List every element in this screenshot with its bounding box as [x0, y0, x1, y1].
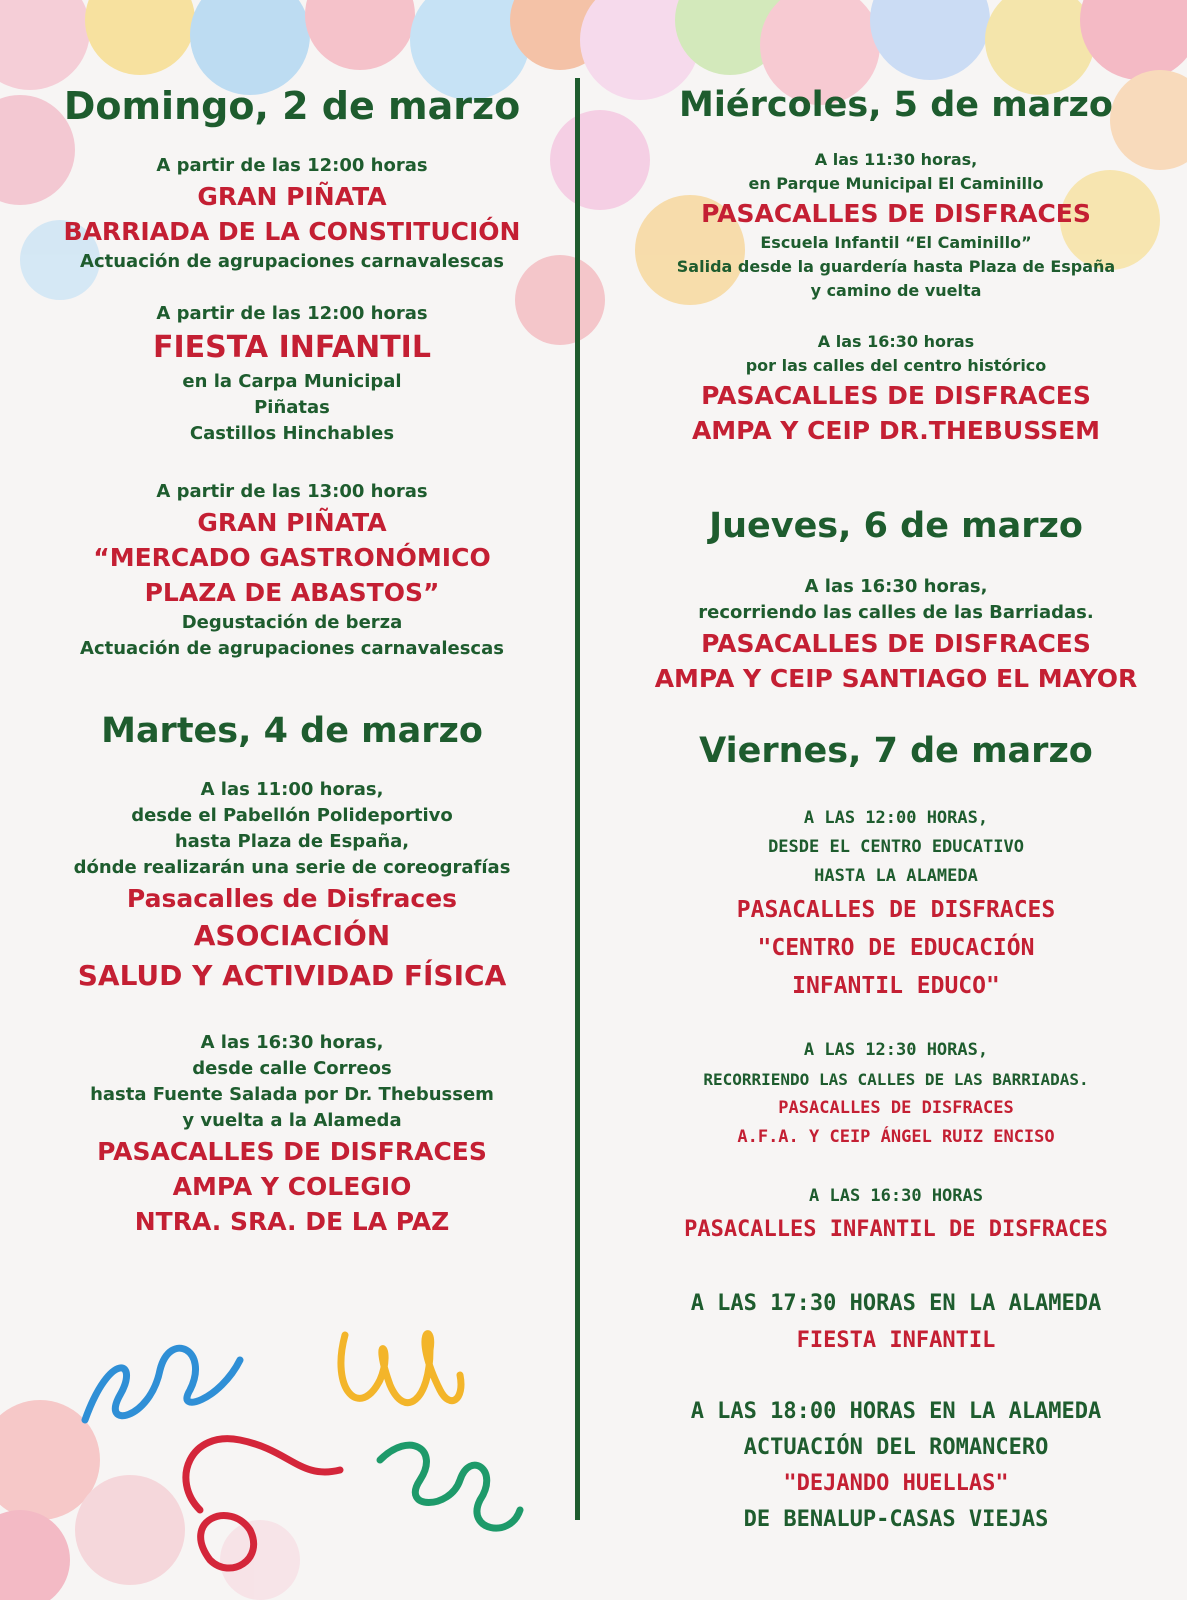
event-line: ACTUACIÓN DEL ROMANCERO [743, 1435, 1049, 1460]
event-name: PASACALLES INFANTIL DE DISFRACES [684, 1217, 1108, 1242]
event-name: PASACALLES DE DISFRACES [701, 629, 1091, 658]
day-viernes [615, 730, 1177, 772]
event-line: A las 11:00 horas, [200, 779, 384, 800]
event-name: FIESTA INFANTIL [153, 330, 431, 365]
event-block [615, 148, 1177, 303]
event-name: BARRIADA DE LA CONSTITUCIÓN [63, 217, 521, 246]
event-block [615, 804, 1177, 1005]
event-block [615, 330, 1177, 448]
event-block [615, 574, 1177, 696]
event-line: desde el Pabellón Polideportivo [131, 805, 453, 826]
event-detail: Actuación de agrupaciones carnavalescas [80, 251, 504, 272]
event-line: y vuelta a la Alameda [182, 1110, 402, 1131]
event-detail: Escuela Infantil “El Caminillo” [760, 233, 1032, 252]
event-line: dónde realizarán una serie de coreografías [73, 857, 511, 878]
event-line: DESDE EL CENTRO EDUCATIVO [768, 837, 1024, 857]
event-time: A partir de las 12:00 horas [156, 155, 428, 176]
day-domingo [18, 84, 566, 128]
event-name: NTRA. SRA. DE LA PAZ [134, 1207, 450, 1236]
event-line: HASTA LA ALAMEDA [814, 866, 978, 886]
event-block [18, 1030, 566, 1239]
event-line: en Parque Municipal El Caminillo [748, 174, 1044, 193]
event-line: desde calle Correos [192, 1058, 392, 1079]
event-name: PASACALLES DE DISFRACES [736, 897, 1056, 923]
event-block [18, 479, 566, 662]
event-name: GRAN PIÑATA [197, 508, 387, 537]
event-name: FIESTA INFANTIL [796, 1328, 996, 1353]
event-name: GRAN PIÑATA [197, 182, 387, 211]
event-name: PASACALLES DE DISFRACES [701, 381, 1091, 410]
event-block [18, 153, 566, 275]
event-block [18, 777, 566, 996]
day-title: Domingo, 2 de marzo [63, 84, 521, 128]
event-name: Pasacalles de Disfraces [126, 884, 458, 913]
event-block [615, 1394, 1177, 1538]
event-line: A las 16:30 horas, [200, 1032, 384, 1053]
event-line: A LAS 12:00 HORAS, [803, 808, 989, 828]
event-detail: Castillos Hinchables [189, 423, 395, 444]
event-name: A.F.A. Y CEIP ÁNGEL RUIZ ENCISO [737, 1127, 1055, 1147]
event-line: A LAS 16:30 HORAS [809, 1186, 983, 1206]
day-title: Jueves, 6 de marzo [709, 506, 1083, 546]
event-name: "DEJANDO HUELLAS" [783, 1471, 1009, 1496]
event-line: DE BENALUP-CASAS VIEJAS [743, 1507, 1049, 1532]
day-title: Martes, 4 de marzo [101, 711, 483, 751]
event-line: RECORRIENDO LAS CALLES DE LAS BARRIADAS. [703, 1070, 1089, 1089]
event-line: recorriendo las calles de las Barriadas. [698, 602, 1094, 623]
event-name: PASACALLES DE DISFRACES [97, 1137, 487, 1166]
event-line: hasta Plaza de España, [174, 831, 410, 852]
event-block [615, 1036, 1177, 1152]
event-name: AMPA Y CEIP SANTIAGO EL MAYOR [654, 664, 1138, 693]
event-line: A LAS 17:30 HORAS EN LA ALAMEDA [690, 1291, 1102, 1316]
event-detail: Degustación de berza [181, 612, 403, 633]
event-line: A las 16:30 horas [817, 332, 975, 351]
event-name: “MERCADO GASTRONÓMICO [93, 543, 491, 572]
event-line: A LAS 18:00 HORAS EN LA ALAMEDA [690, 1399, 1102, 1424]
event-name: ASOCIACIÓN [193, 919, 391, 952]
event-name: INFANTIL EDUCO" [792, 973, 1000, 999]
event-line: hasta Fuente Salada por Dr. Thebussem [90, 1084, 494, 1105]
event-block [615, 1285, 1177, 1359]
day-martes [18, 710, 566, 752]
event-detail: Salida desde la guardería hasta Plaza de España [676, 257, 1116, 276]
event-name: "CENTRO DE EDUCACIÓN [757, 935, 1035, 961]
event-detail: y camino de vuelta [810, 281, 982, 300]
event-line: A las 11:30 horas, [814, 150, 978, 169]
day-jueves [615, 505, 1177, 547]
event-line: A LAS 12:30 HORAS, [803, 1040, 989, 1060]
day-miercoles [615, 84, 1177, 126]
event-name: PASACALLES DE DISFRACES [701, 199, 1091, 228]
event-name: AMPA Y COLEGIO [172, 1172, 412, 1201]
event-detail: Actuación de agrupaciones carnavalescas [80, 638, 504, 659]
event-time: A partir de las 12:00 horas [156, 303, 428, 324]
event-name: AMPA Y CEIP DR.THEBUSSEM [691, 416, 1101, 445]
column-divider [575, 78, 580, 1520]
event-detail: Piñatas [254, 397, 330, 418]
event-name: PLAZA DE ABASTOS” [144, 578, 440, 607]
day-title: Viernes, 7 de marzo [699, 731, 1093, 771]
event-name: SALUD Y ACTIVIDAD FÍSICA [77, 959, 507, 992]
day-title: Miércoles, 5 de marzo [679, 85, 1113, 125]
event-line: A las 16:30 horas, [804, 576, 988, 597]
event-detail: en la Carpa Municipal [182, 371, 402, 392]
event-line: por las calles del centro histórico [745, 356, 1047, 375]
event-block [615, 1182, 1177, 1248]
event-time: A partir de las 13:00 horas [156, 481, 428, 502]
event-block [18, 301, 566, 447]
event-name: PASACALLES DE DISFRACES [778, 1098, 1014, 1118]
